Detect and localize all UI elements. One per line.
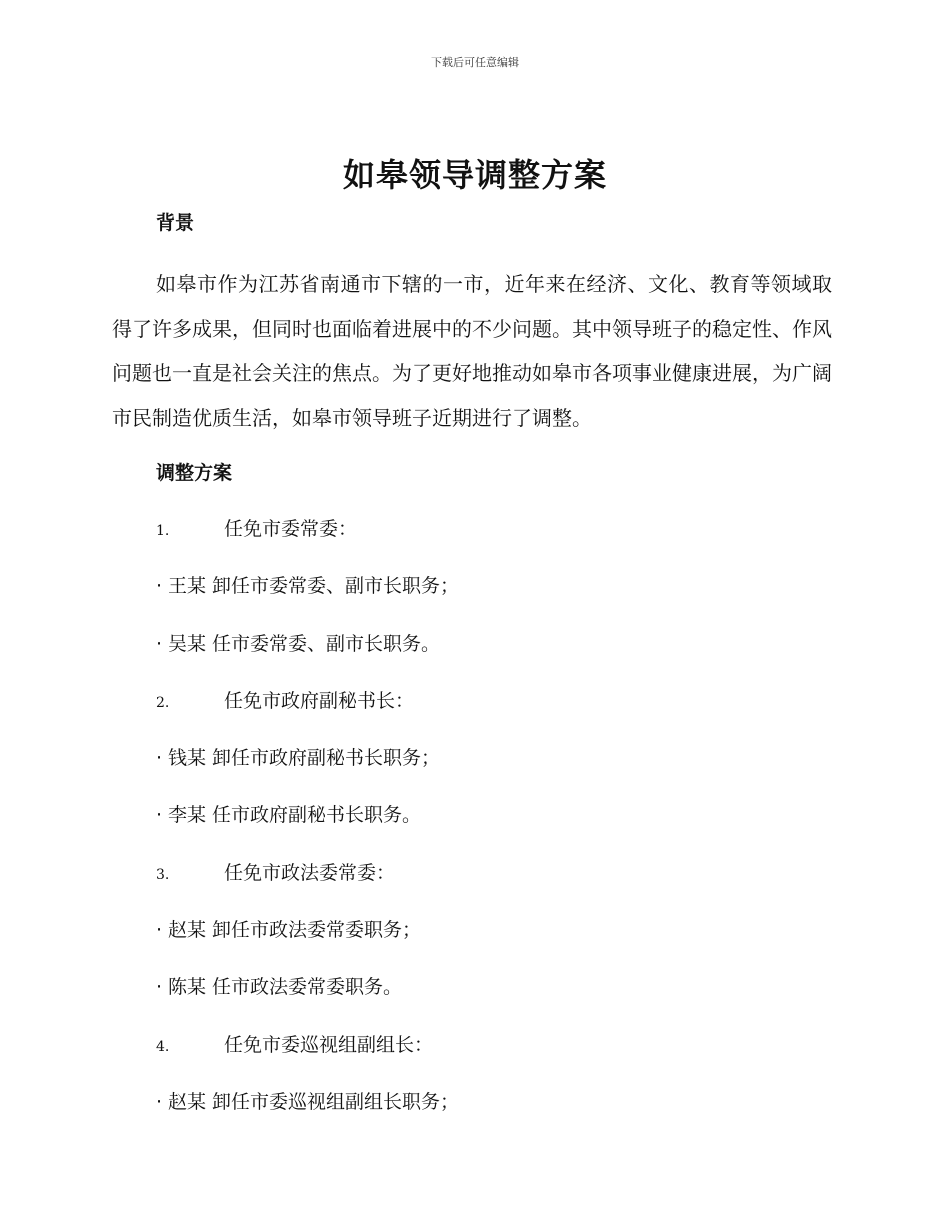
bullet-icon: · (156, 632, 163, 655)
bullet-text: 赵某 卸任市委巡视组副组长职务； (168, 1090, 460, 1113)
bullet-icon: · (156, 747, 163, 770)
list-item (156, 850, 836, 907)
bullet-item (156, 907, 836, 964)
bullet-item (156, 621, 836, 678)
list-item (156, 678, 836, 735)
bullet-text: 王某 卸任市委常委、副市长职务； (168, 575, 460, 598)
list-item-text: 任免市政法委常委： (224, 861, 396, 884)
section-heading-plan: 调整方案 (156, 462, 233, 484)
bullet-text: 钱某 卸任市政府副秘书长职务； (168, 747, 441, 770)
bullet-icon: · (156, 976, 163, 999)
bullet-item (156, 964, 836, 1021)
section-heading-background: 背景 (156, 212, 195, 234)
bullet-item (156, 792, 836, 849)
list-item-text: 任免市政府副秘书长： (224, 689, 415, 712)
bullet-item (156, 1079, 836, 1136)
bullet-item (156, 735, 836, 792)
bullet-text: 吴某 任市委常委、副市长职务。 (168, 632, 441, 655)
list-item-number: 3. (156, 866, 170, 883)
bullet-icon: · (156, 804, 163, 827)
bullet-text: 陈某 任市政法委常委职务。 (168, 976, 403, 999)
bullet-icon: · (156, 575, 163, 598)
list-item-number: 2. (156, 694, 170, 711)
list-item (156, 506, 836, 563)
adjustment-list (156, 506, 836, 1136)
bullet-icon: · (156, 919, 163, 942)
page-header: 下载后可任意编辑 (431, 56, 519, 69)
bullet-text: 李某 任市政府副秘书长职务。 (168, 804, 422, 827)
bullet-text: 赵某 卸任市政法委常委职务； (168, 919, 422, 942)
list-item-text: 任免市委巡视组副组长： (224, 1033, 434, 1056)
list-item (156, 1022, 836, 1079)
list-item-number: 1. (156, 523, 170, 539)
list-item-number: 4. (156, 1038, 170, 1055)
list-item-text: 任免市委常委： (224, 518, 358, 540)
bullet-item (156, 563, 836, 620)
document-title: 如皋领导调整方案 (342, 156, 607, 194)
bullet-icon: · (156, 1090, 163, 1113)
background-paragraph: 如皋市作为江苏省南通市下辖的一市，近年来在经济、文化、教育等领域取得了许多成果，但同时也面临着进展中的不少问题。其中领导班子的稳定性、作风问题也一直是社会关注的焦点。为了更好地推动如皋市各项事业健康进展，为广阔市民制造优质生活，如皋市领导班子近期进行了调整。 (112, 272, 832, 430)
